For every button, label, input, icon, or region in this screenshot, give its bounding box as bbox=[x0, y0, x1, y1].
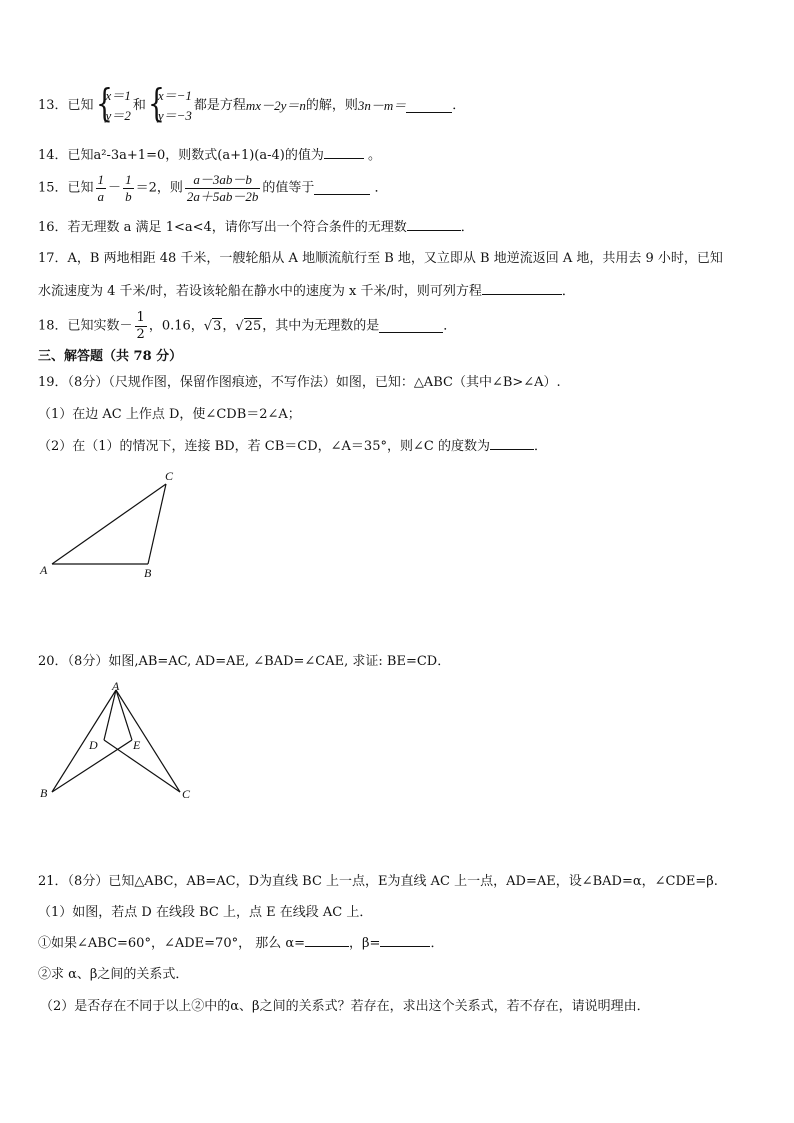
vertex-label-a: A bbox=[112, 680, 120, 693]
vertex-label-b: B bbox=[40, 786, 48, 800]
kite-figure bbox=[34, 680, 204, 805]
answer-blank-beta[interactable] bbox=[380, 934, 430, 947]
sqrt-3: √3 bbox=[203, 318, 222, 334]
question-18: 18．已知实数－ $\frac{1}{2}$ ，0.16，√3，√25，其中为无理数的是 ． bbox=[38, 310, 457, 342]
segment-bc bbox=[148, 484, 166, 564]
answer-blank-alpha[interactable] bbox=[305, 934, 349, 947]
fraction-expression: $\frac{a-3ab-b}{2a+5ab-2b}$ bbox=[186, 172, 259, 204]
fraction-one-half: $\frac{1}{2}$ bbox=[136, 310, 145, 342]
question-14: 14．已知a²-3a+1=0，则数式(a+1)(a-4)的值为 。 bbox=[38, 148, 382, 163]
sqrt-25: √25 bbox=[235, 318, 262, 334]
segment-cd bbox=[104, 740, 180, 792]
question-13: 13．已知 { x＝1 y＝2 和 { x＝−1 y＝−3 都是方程mx－2y＝n的解，则3n－m＝ ． bbox=[38, 81, 466, 125]
segment-ac bbox=[52, 484, 166, 564]
equation-system-1: { x＝1 y＝2 bbox=[95, 81, 131, 125]
answer-blank[interactable] bbox=[314, 182, 370, 195]
vertex-label-b: B bbox=[144, 566, 152, 580]
question-21-line-4: ②求 α、β之间的关系式． bbox=[38, 967, 189, 982]
question-21-line-3: ①如果∠ABC=60°，∠ADE=70°， 那么 α= ，β= ． bbox=[38, 936, 444, 951]
vertex-label-c: C bbox=[182, 787, 191, 801]
question-16: 16．若无理数 a 满足 1<a<4，请你写出一个符合条件的无理数 ． bbox=[38, 220, 474, 235]
answer-blank[interactable] bbox=[324, 146, 364, 159]
question-19-line-2: （1）在边 AC 上作点 D，使∠CDB＝2∠A； bbox=[38, 407, 301, 422]
answer-blank[interactable] bbox=[482, 282, 562, 295]
question-20: 20．（8分）如图,AB=AC, AD=AE, ∠BAD=∠CAE, 求证: BE=CD． bbox=[38, 654, 451, 669]
question-15: 15．已知 $\frac{1}{a}$ － $\frac{1}{b}$ ＝2，则 $\frac{a-3ab-b}{2a+5ab-2b}$ 的值等于 ． bbox=[38, 172, 388, 204]
question-21-line-2: （1）如图，若点 D 在线段 BC 上，点 E 在线段 AC 上． bbox=[38, 905, 373, 920]
fraction-1-over-a: $\frac{1}{a}$ bbox=[97, 172, 105, 204]
equation-system-2: { x＝−1 y＝−3 bbox=[147, 81, 192, 125]
answer-blank[interactable] bbox=[490, 437, 534, 450]
answer-blank[interactable] bbox=[379, 320, 443, 333]
question-21-line-1: 21．（8分）已知△ABC，AB=AC，D为直线 BC 上一点，E为直线 AC 上一点，AD=AE，设∠BAD=α，∠CDE=β. bbox=[38, 874, 718, 889]
vertex-label-a: A bbox=[40, 563, 48, 577]
question-21-line-5: （2）是否存在不同于以上②中的α、β之间的关系式？若存在，求出这个关系式，若不存在，请说明理由． bbox=[40, 999, 650, 1014]
vertex-label-d: D bbox=[89, 738, 98, 752]
segment-ac bbox=[116, 690, 180, 792]
fraction-1-over-b: $\frac{1}{b}$ bbox=[125, 172, 132, 204]
vertex-label-c: C bbox=[165, 469, 174, 483]
answer-blank[interactable] bbox=[406, 100, 452, 113]
vertex-label-e: E bbox=[133, 738, 141, 752]
segment-ad bbox=[104, 690, 116, 740]
question-19-line-3: （2）在（1）的情况下，连接 BD，若 CB＝CD，∠A＝35°，则∠C 的度数为 ． bbox=[38, 439, 547, 454]
segment-ae bbox=[116, 690, 132, 740]
answer-blank[interactable] bbox=[407, 218, 461, 231]
section-3-heading: 三、解答题（共 78 分） bbox=[38, 349, 183, 364]
triangle-abc-figure bbox=[30, 462, 200, 587]
question-17-line-1: 17．A，B 两地相距 48 千米，一艘轮船从 A 地顺流航行至 B 地，又立即从 B 地逆流返回 A 地，共用去 9 小时，已知 bbox=[38, 251, 723, 266]
question-17-line-2: 水流速度为 4 千米/时，若设该轮船在静水中的速度为 x 千米/时，则可列方程 ． bbox=[38, 284, 575, 299]
question-19-line-1: 19．（8分）（尺规作图，保留作图痕迹，不写作法）如图，已知：△ABC（其中∠B>∠A）. bbox=[38, 375, 561, 390]
